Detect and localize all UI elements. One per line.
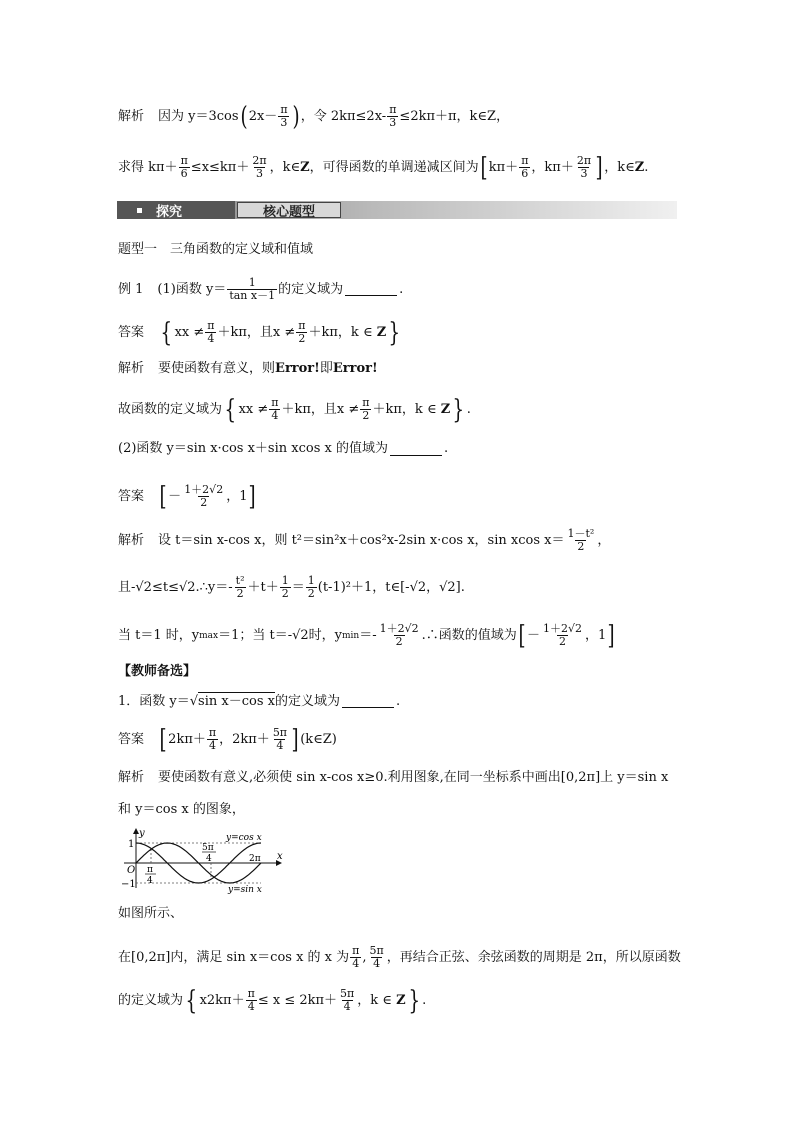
tick-minus-1: −1 [121,879,136,890]
section-banner [117,201,677,219]
analysis-line-12: 的定义域为 { x2kπ＋ $\frac{\pi}{4}$ ≤ x ≤ 2kπ＋ $\frac{5\pi}{4}$ ，k ∈ Z } . [118,985,427,1016]
x-axis-label: x [277,851,283,862]
analysis-line-6: 且-√2≤t≤√2.∴y＝- $\frac{\text{t²}}{2}$ ＋t＋ $\frac{1}{2}$ ＝ $\frac{1}{2}$ (t-1)²＋1，t∈[-√2，√2]. [118,574,465,600]
teacher-question-1: 1．函数 y＝√ sin x－cos x 的定义域为 . [118,693,401,709]
banner-left: 探究 [117,201,235,219]
analysis-line-9: 和 y＝cos x 的图象， [118,802,245,817]
y-axis-label: y [139,828,145,839]
analysis-line-10: 如图所示、 [118,906,184,921]
tick-pi: π [147,865,153,875]
answer-blank [345,283,397,296]
tick-5pi: 5π [202,843,214,853]
square-icon [137,208,142,213]
sin-label: y=sin x [228,885,262,894]
tick-four: 4 [147,876,153,886]
banner-right: 核心题型 [237,202,341,218]
analysis-line-3: 解析 要使函数有意义，则 Error! 即 Error! [118,361,378,376]
tick-2pi: 2π [249,854,261,864]
sin-cos-graph [116,826,286,894]
fraction: $\frac{\pi}{3}$ [389,103,397,129]
analysis-line-2: 求得 kπ＋ $\frac{\pi}{6}$ ≤x≤kπ＋ $\frac{2\pi}{3}$ ，k∈ Z ，可得函数的单调递减区间为 [ kπ＋ $\frac{\pi}{6}$ ，kπ＋ $\frac{2\pi}{3}$ ] ，k∈ Z . [118,152,649,183]
fraction: $\frac{\pi}{3}$ [280,103,288,129]
analysis-line-7: 当 t＝1 时，y max ＝1；当 t＝-√2时，y min ＝- $\frac{1+2√2}{2}$ .∴函数的值域为 [ － $\frac{1+2√2}{2}$ ，1 ] [118,620,615,651]
analysis-line-11: 在[0,2π]内，满足 sin x＝cos x 的 x 为 $\frac{\pi}{4}$ , $\frac{5\pi}{4}$ ，再结合正弦、余弦函数的周期是 2π，所以原函数 [118,944,681,970]
analysis-line-5: 解析 设 t＝sin x-cos x，则 t²＝sin²x＋cos²x-2sin x·cos x，sin xcos x＝ $\frac{\text{1－t²}}{2}$ ， [118,527,611,553]
analysis-line-4: 故函数的定义域为 { xx ≠ $\frac{\pi}{4}$ ＋kπ，且x ≠ $\frac{\pi}{2}$ ＋kπ，k ∈ Z } . [118,394,471,425]
tick-four-2: 4 [206,854,212,864]
analysis-line-8: 解析 要使函数有意义,必须使 sin x-cos x≥0.利用图象,在同一坐标系中画出[0,2π]上 y＝sin x [118,770,669,785]
label-analysis: 解析 [118,108,145,124]
answer-line-1: 答案 { xx ≠ $\frac{\pi}{4}$ ＋kπ，且x ≠ $\frac{\pi}{2}$ ＋kπ，k ∈ Z } [118,317,401,348]
tick-1: 1 [128,839,135,850]
origin-label: O [127,865,136,876]
answer-line-3: 答案 [ 2kπ＋ $\frac{\pi}{4}$ ，2kπ＋ $\frac{5\pi}{4}$ ] (k∈Z) [118,724,337,755]
example-1-part-2: (2)函数 y＝sin x·cos x＋sin xcos x 的值域为 . [118,441,449,456]
answer-blank [342,695,394,708]
question-type-heading: 题型一 三角函数的定义域和值域 [118,242,314,257]
cos-label: y=cos x [226,833,262,843]
example-1-part-1: 例 1 (1)函数 y＝ $\frac{1}{\text{tan x－1}}$ 的定义域为 . [118,276,404,302]
answer-line-2: 答案 [ － $\frac{1+2√2}{2}$ ，1 ] [118,481,257,512]
analysis-line-1: 解析 因为 y＝3cos ( 2x－ $\frac{\pi}{3}$ ) ，令 2kπ≤2x- $\frac{\pi}{3}$ ≤2kπ＋π，k∈Z， [118,101,510,132]
answer-blank [390,443,442,456]
teacher-selection-heading: 【教师备选】 [118,664,197,679]
